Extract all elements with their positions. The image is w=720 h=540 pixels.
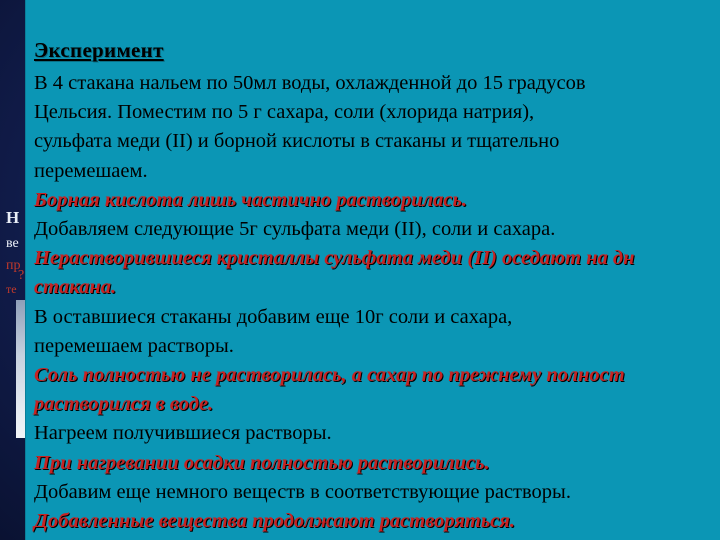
observation-line: Борная кислота лишь частично растворилась.	[34, 188, 467, 211]
observation-line: При нагревании осадки полностью растворились.	[34, 451, 490, 474]
background-text-fragment: пр	[6, 258, 21, 273]
observation-line: Добавленные вещества продолжают растворяться.	[34, 510, 515, 532]
background-text-fragment: те	[6, 282, 17, 296]
observation-line: Нерастворившиеся кристаллы сульфата меди (II) оседают на дн	[34, 247, 635, 270]
background-text-fragment: Н	[6, 208, 20, 227]
slide-title: Эксперимент	[34, 38, 164, 62]
instruction-line: Добавляем следующие 5г сульфата меди (II), соли и сахара.	[34, 218, 556, 240]
instruction-line: Добавим еще немного веществ в соответствующие растворы.	[34, 480, 571, 503]
instruction-line: перемешаем растворы.	[34, 334, 234, 357]
instruction-line: перемешаем.	[34, 159, 148, 182]
observation-line: растворился в воде.	[34, 393, 214, 416]
background-text-fragment: ве	[6, 236, 19, 251]
instruction-line: сульфата меди (II) и борной кислоты в стаканы и тщательно	[34, 130, 560, 153]
instruction-line: Нагреем получившиеся растворы.	[34, 422, 332, 445]
instruction-line: В оставшиеся стаканы добавим еще 10г соли и сахара,	[34, 305, 513, 328]
observation-line: стакана.	[34, 276, 117, 299]
observation-line: Соль полностью не растворилась, а сахар по прежнему полност	[34, 364, 625, 386]
background-text-fragment: ?	[18, 268, 25, 283]
instruction-line: Цельсия. Поместим по 5 г сахара, соли (хлорида натрия),	[34, 101, 535, 124]
instruction-line: В 4 стакана нальем по 50мл воды, охлажденной до 15 градусов	[34, 72, 586, 94]
